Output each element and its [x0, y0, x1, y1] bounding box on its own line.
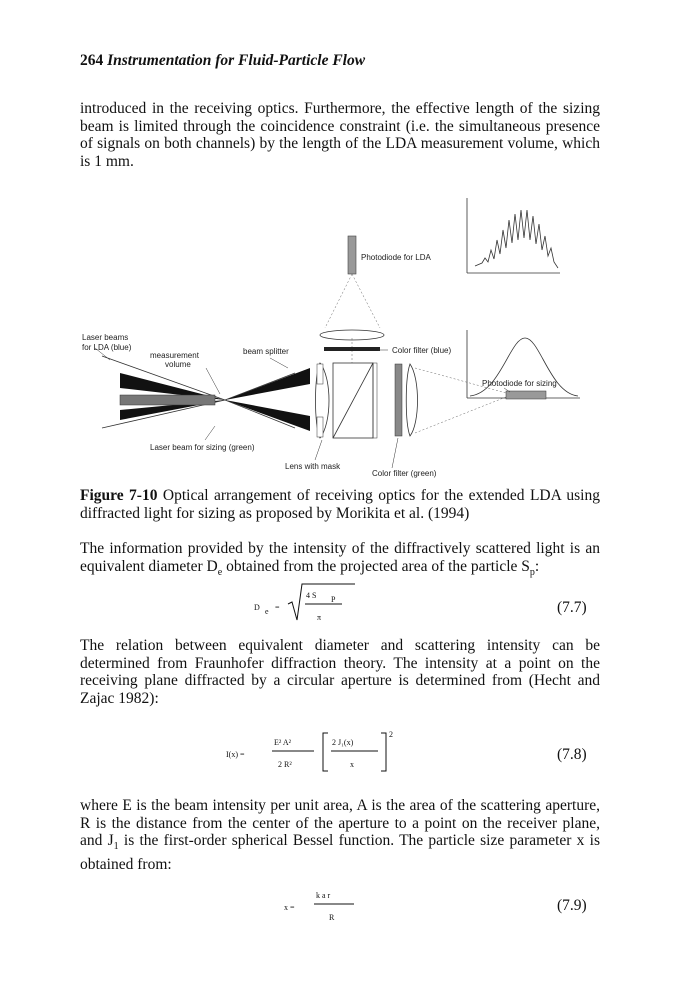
e78-lhs: I(x) =: [226, 750, 245, 759]
e78-bnum: 2 J₁(x): [332, 738, 354, 747]
p2-sub: e: [217, 566, 223, 578]
running-title: Instrumentation for Fluid-Particle Flow: [107, 52, 366, 69]
laser-beams: [102, 356, 310, 431]
e79-den: R: [329, 913, 335, 922]
p2-end: :: [534, 557, 540, 575]
p4-text-b: is the first-order spherical Bessel function. The particle size parameter x is obtained from:: [80, 832, 600, 873]
e78-bden: x: [350, 760, 354, 769]
page-number: 264: [80, 52, 104, 69]
e77-den: π: [317, 613, 322, 622]
e77-lhs-sub: e: [265, 607, 269, 616]
label-laser-beams-1: Laser beams: [82, 333, 129, 342]
label-beam-splitter: beam splitter: [243, 347, 289, 356]
equation-7-7: [250, 580, 380, 628]
p2-sub2: p: [529, 566, 535, 578]
e79-lhs: x =: [284, 903, 295, 912]
label-measurement-2: volume: [165, 360, 191, 369]
p2-tail: obtained from the projected area of the particle S: [222, 557, 530, 575]
e77-num: 4 S: [306, 591, 317, 600]
label-color-filter-blue: Color filter (blue): [392, 346, 452, 355]
caption-text: Optical arrangement of receiving optics for the extended LDA using diffracted light for sizing as proposed by Morikita et al. (1994): [80, 487, 600, 522]
paragraph-fraunhofer: The relation between equivalent diameter and scattering intensity can be determined from Fraunhofer diffraction theory. The intensity at a point on the receiving plane diffracted by a circular aperture is determined from (Hecht and Zajac 1982):: [80, 637, 600, 707]
paragraph-intro: introduced in the receiving optics. Furthermore, the effective length of the sizing beam is limited through the coincidence constraint (i.e. the simultaneous presence of signals on both channels) by the length of the LDA measurement volume, which is 1 mm.: [80, 100, 600, 170]
e77-lhs: D: [254, 603, 260, 612]
equation-7-8: [222, 727, 412, 779]
figure-optical-arrangement: [70, 188, 600, 488]
label-laser-beams-2: for LDA (blue): [82, 343, 132, 352]
e77-num-sub: P: [331, 595, 336, 604]
e79-num: k a r: [316, 891, 331, 900]
color-filter-blue: [324, 347, 380, 351]
label-photodiode-sizing: Photodiode for sizing: [482, 379, 557, 388]
label-lens-mask: Lens with mask: [285, 462, 341, 471]
e78-num: E² A²: [274, 738, 292, 747]
equation-number-7-7: (7.7): [557, 599, 587, 616]
p4-text-a: where E is the beam intensity per unit area, A is the area of the scattering aperture, R is the distance from the center of the aperture to a point on the receiver plane, and J: [80, 797, 600, 849]
p4-sub: 1: [113, 841, 119, 853]
figure-caption: [80, 487, 600, 522]
paragraph-definitions: [80, 797, 600, 873]
paragraph-equivalent-diameter: [80, 540, 600, 581]
label-photodiode-lda: Photodiode for LDA: [361, 253, 431, 262]
color-filter-green: [395, 364, 402, 436]
running-header: [80, 52, 365, 70]
e78-pow: 2: [389, 730, 393, 739]
equation-7-9: [280, 880, 370, 928]
p2-text: The information provided by the intensity of the diffractively scattered light is an equivalent diameter D: [80, 540, 600, 575]
equation-number-7-9: (7.9): [557, 897, 587, 914]
caption-label: Figure 7-10: [80, 487, 158, 504]
photodiode-lda: [348, 236, 356, 274]
label-measurement-1: measurement: [150, 351, 199, 360]
label-color-filter-green: Color filter (green): [372, 469, 437, 478]
equation-number-7-8: (7.8): [557, 746, 587, 763]
e78-den: 2 R²: [278, 760, 292, 769]
lens-sizing: [406, 364, 417, 436]
label-laser-beam-sizing: Laser beam for sizing (green): [150, 443, 255, 452]
photodiode-sizing: [506, 391, 546, 399]
e77-eq: =: [275, 603, 280, 612]
lda-signal-plot: [467, 198, 560, 273]
